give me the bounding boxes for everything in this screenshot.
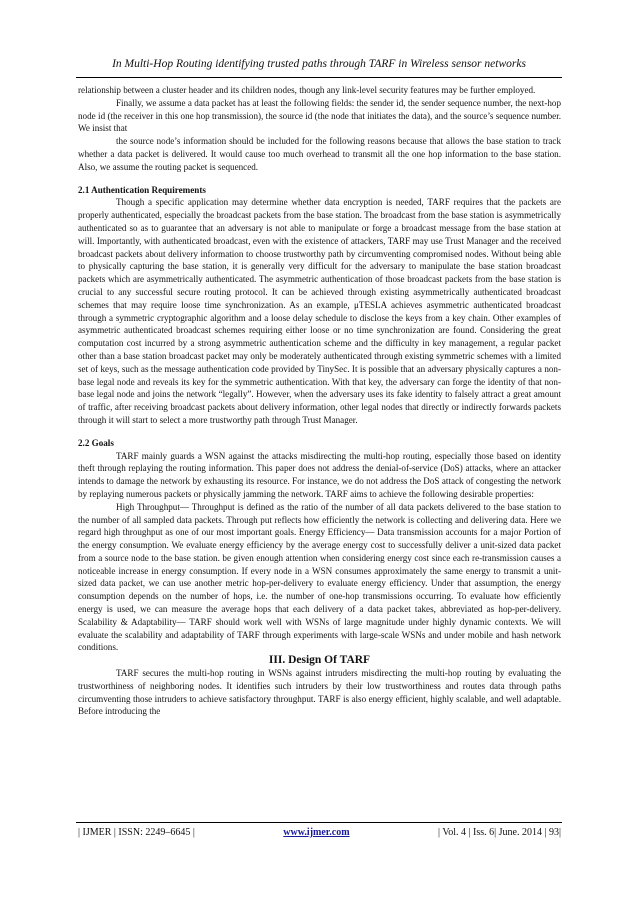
paragraph: the source node’s information should be included for the following reasons because that allows the base station to track whether a data packet is delivered. It would cause too much overhead to transmit all the one hop information to the base station. Also, we assume the routing packet is sequenced. (78, 136, 561, 172)
paragraph: TARF mainly guards a WSN against the attacks misdirecting the multi-hop routing, especially those based on identity theft through replaying the routing information. This paper does not address the denial-of-service (DoS) attacks, where an attacker intends to damage the network by exhausting its resource. For instance, we do not address the DoS attack of congesting the network by replaying numerous packets or physically jamming the network. TARF aims to achieve the following desirable properties: (78, 450, 561, 499)
section-heading-3: III. Design Of TARF (268, 654, 371, 667)
footer-volume: | Vol. 4 | Iss. 6| June. 2014 | 93| (438, 827, 561, 838)
footer-divider (76, 822, 562, 823)
paragraph: relationship between a cluster header and its children nodes, though any link-level security features may be further employed. (78, 85, 536, 95)
running-header: In Multi-Hop Routing identifying trusted paths through TARF in Wireless sensor networks (112, 58, 526, 70)
page-footer (78, 827, 561, 838)
section-heading-2-2: 2.2 Goals (78, 437, 114, 448)
paragraph: TARF secures the multi-hop routing in WSNs against intruders misdirecting the multi-hop routing by evaluating the trustworthiness of neighboring nodes. It identifies such intruders by their low trustworthiness and routes data through paths circumventing those intruders to achieve satisfactory throughput. TARF is also energy efficient, highly scalable, and well adaptable. Before introducing the (78, 668, 561, 717)
footer-journal: | IJMER | ISSN: 2249–6645 | (78, 827, 195, 838)
header-divider (76, 77, 562, 78)
paragraph: Finally, we assume a data packet has at least the following fields: the sender id, the sender sequence number, the next-hop node id (the receiver in this one hop transmission), the source id (the node that initiates the data), and the source’s sequence number. We insist that (78, 97, 561, 134)
page-body (78, 84, 561, 718)
paragraph: High Throughput— Throughput is defined as the ratio of the number of all data packets delivered to the base station to the number of all sampled data packets. Through put reflects how efficiently the network is collecting and delivering data. Here we regard high throughput as one of our most important goals. Energy Efficiency— Data transmission accounts for a major Portion of the energy consumption. We evaluate energy efficiency by the average energy cost to successfully deliver a unit-sized data packet from a source node to the base station. be given enough attention when considering energy cost since each re-transmission causes a noticeable increase in energy consumption. If every node in a WSN consumes approximately the same energy to transmit a unit-sized data packet, we can use another metric hop-per-delivery to evaluate energy efficiency. Under that assumption, the energy consumption depends on the number of hops, i.e. the number of one-hop transmissions occurring. To evaluate how efficiently energy is used, we can measure the average hops that each delivery of a data packet takes, abbreviated as hop-per-delivery. Scalability & Adaptability— TARF should work well with WSNs of large magnitude under highly dynamic contexts. We will evaluate the scalability and adaptability of TARF through experiments with large-scale WSNs and under mobile and hash network conditions. (78, 501, 561, 653)
paragraph: Though a specific application may determine whether data encryption is needed, TARF requires that the packets are properly authenticated, especially the broadcast packets from the base station. The broadcast from the base station is asymmetrically authenticated so as to guarantee that an adversary is not able to manipulate or forge a broadcast message from the base station at will. Importantly, with authenticated broadcast, even with the existence of attackers, TARF may use Trust Manager and the received broadcast packets about delivery information to choose trustworthy path by circumventing compromised nodes. Without being able to physically capturing the base station, it is generally very difficult for the adversary to manipulate the base station broadcast packets which are asymmetrically authenticated. The asymmetric authentication of those broadcast packets from the base station is crucial to any successful secure routing protocol. It can be achieved through existing asymmetrically authenticated broadcast schemes that may require loose time synchronization. As an example, μTESLA achieves asymmetric authenticated broadcast through a symmetric cryptographic algorithm and a loose delay schedule to disclose the keys from a key chain. Other examples of asymmetric authenticated broadcast schemes requiring either loose or no time synchronization are found. Considering the great computation cost incurred by a strong asymmetric authentication scheme and the difficulty in key management, a regular packet other than a base station broadcast packet may only be moderately authenticated through existing symmetric schemes with a limited set of keys, such as the message authentication code provided by TinySec. It is possible that an adversary physically captures a non-base legal node and reveals its key for the symmetric authentication. With that key, the adversary can forge the identity of that non-base legal node and joins the network “legally”. However, when the adversary uses its fake identity to falsely attract a great amount of traffic, after receiving broadcast packets about delivery information, other legal nodes that directly or indirectly forwards packets through it will start to select a more trustworthy path through Trust Manager. (78, 197, 561, 425)
section-heading-2-1: 2.1 Authentication Requirements (78, 184, 206, 195)
journal-link[interactable]: www.ijmer.com (283, 827, 350, 838)
